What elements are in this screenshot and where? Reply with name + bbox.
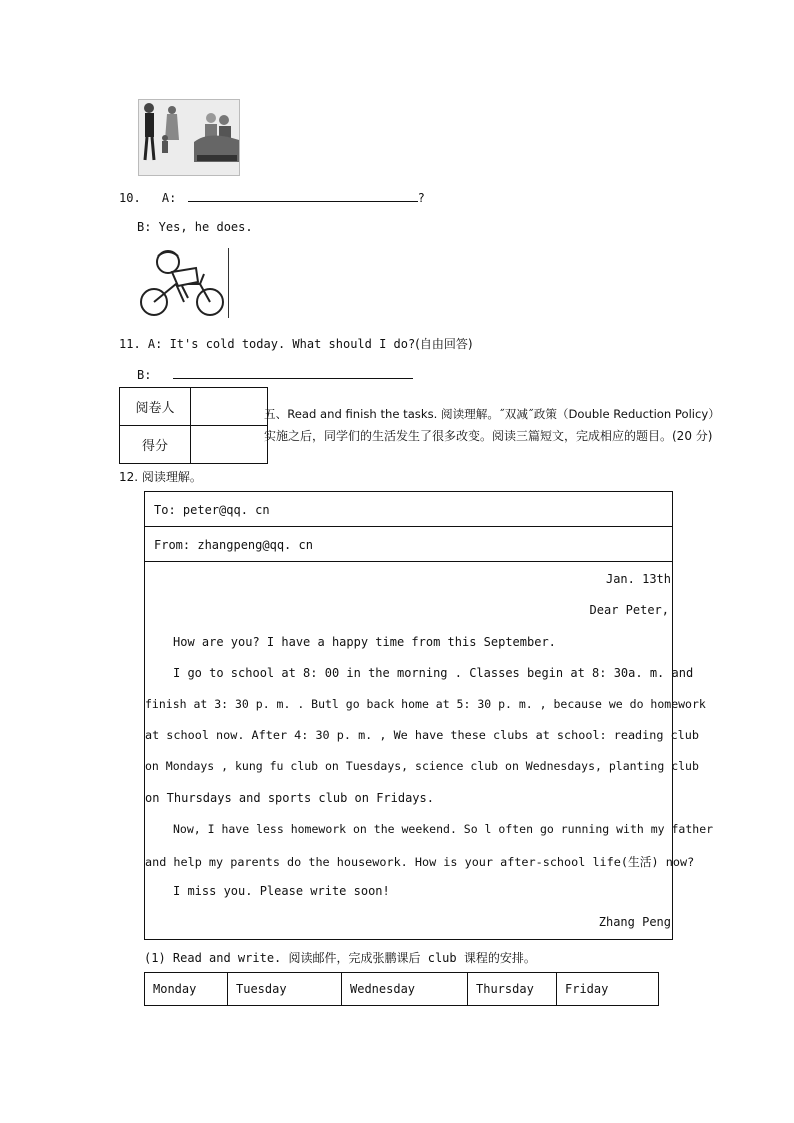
email-line: I miss you. Please write soon! (173, 884, 390, 898)
email-to-row (145, 492, 672, 527)
day-thursday: Thursday (468, 973, 557, 1006)
email-greeting: Dear Peter, (589, 603, 669, 617)
email-line: finish at 3: 30 p. m. . Butl go back home at 5: 30 p. m. , because we do homework (145, 697, 706, 711)
email-signature: Zhang Peng (598, 915, 671, 929)
q11-question: 11. A: It's cold today. What should I do? (119, 337, 416, 351)
q11-a-line (119, 335, 473, 352)
score-label: 得分 (120, 426, 191, 464)
email-line: on Mondays , kung fu club on Tuesdays, science club on Wednesdays, planting club (145, 759, 699, 773)
section5-line1: 五、Read and finish the tasks. 阅读理解。˝双减˝政策（Double Reduction Policy） (264, 407, 720, 421)
email-line: Now, I have less homework on the weekend. So l often go running with my father (173, 822, 714, 836)
section5-line2: 实施之后，同学们的生活发生了很多改变。阅读三篇短文，完成相应的题目。(20 分) (264, 429, 713, 443)
task1-instruction: (1) Read and write. 阅读邮件，完成张鹏课后 club 课程的安排。 (144, 951, 536, 965)
grader-table (119, 387, 268, 464)
q10-a-line (119, 189, 425, 205)
q11-b-line (137, 366, 413, 382)
q12-title: 12. 阅读理解。 (119, 470, 202, 484)
day-wednesday: Wednesday (342, 973, 468, 1006)
q11-b-label: B: (137, 368, 152, 382)
q10-number: 10. (119, 191, 141, 205)
q11-note: (自由回答) (415, 337, 473, 351)
q10-question-mark: ? (417, 191, 425, 205)
email-line: on Thursdays and sports club on Fridays. (145, 791, 434, 805)
day-monday: Monday (145, 973, 228, 1006)
email-line: I go to school at 8: 00 in the morning . Classes begin at 8: 30a. m. and (173, 666, 694, 680)
email-line: at school now. After 4: 30 p. m. , We have these clubs at school: reading club (145, 728, 699, 742)
day-tuesday: Tuesday (228, 973, 342, 1006)
email-date: Jan. 13th (605, 572, 671, 586)
reader-cell[interactable] (191, 388, 268, 426)
reader-label: 阅卷人 (120, 388, 191, 426)
q11-answer-blank[interactable] (173, 366, 413, 379)
bicycle-picture (138, 248, 229, 318)
email-to: To: peter@qq. cn (154, 503, 270, 517)
email-from-row (145, 527, 672, 562)
email-from: From: zhangpeng@qq. cn (154, 538, 313, 552)
email-line: How are you? I have a happy time from this September. (173, 635, 556, 649)
q10-b-line: B: Yes, he does. (137, 220, 253, 234)
q10-answer-blank[interactable] (188, 189, 418, 202)
email-line: and help my parents do the housework. How is your after-school life(生活) now? (145, 855, 695, 869)
day-friday: Friday (557, 973, 659, 1006)
q10-a-label: A: (161, 191, 177, 205)
club-schedule-table (144, 972, 659, 1006)
email-box (144, 491, 714, 940)
family-picture (138, 99, 240, 176)
score-cell[interactable] (191, 426, 268, 464)
